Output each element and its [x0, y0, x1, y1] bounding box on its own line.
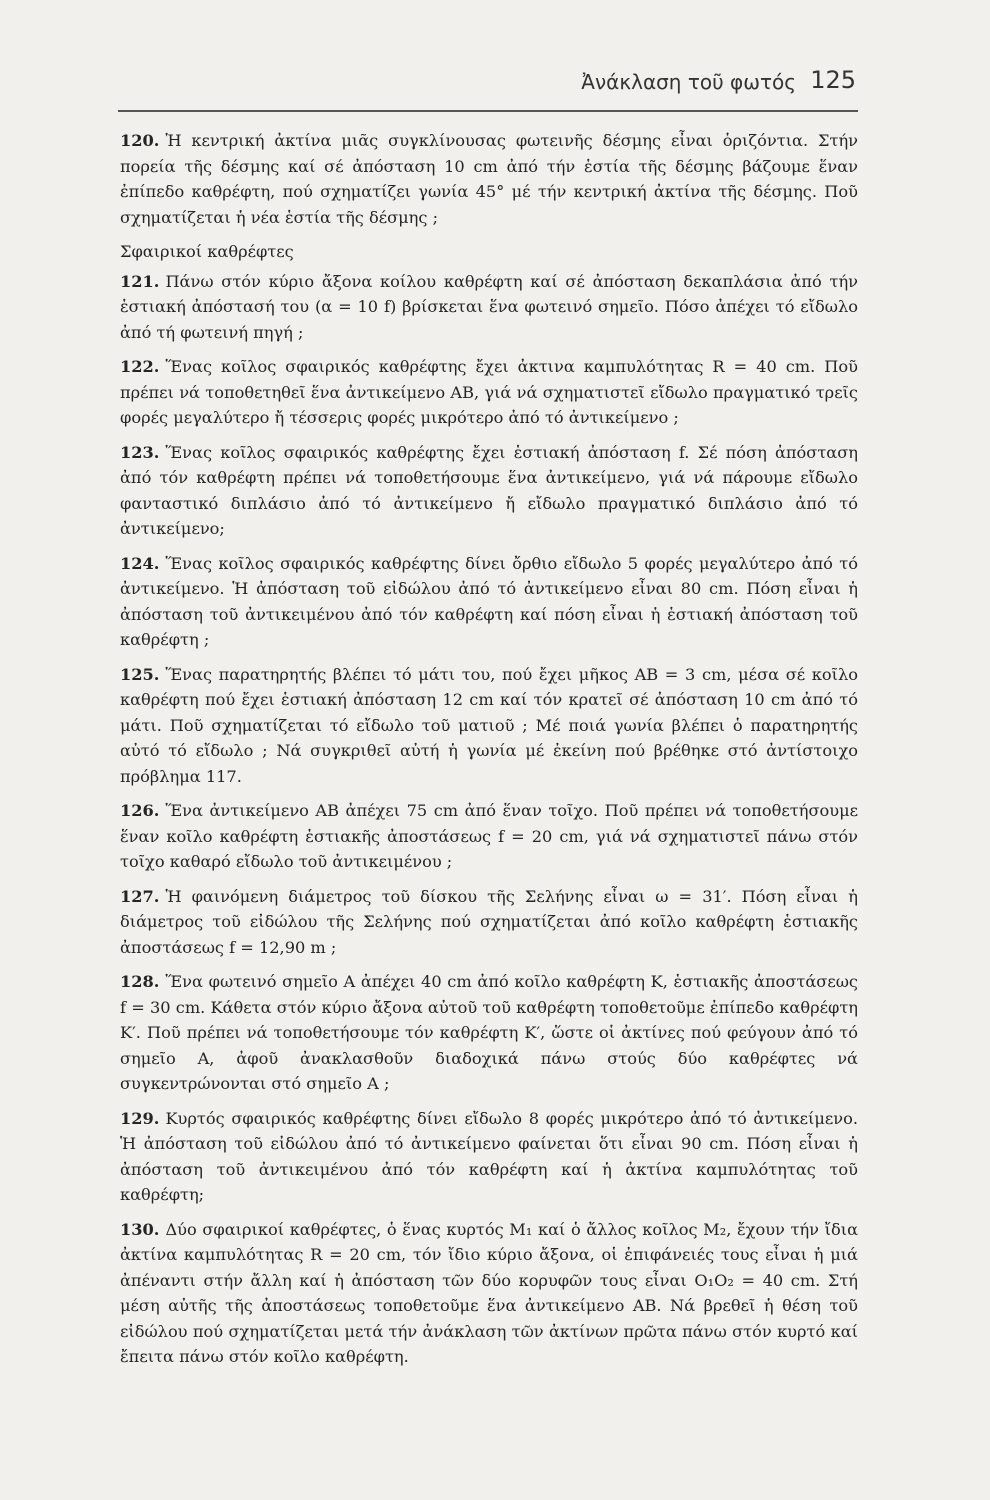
section-heading: Σφαιρικοί καθρέφτες — [120, 242, 294, 261]
chapter-title: Ἀνάκλαση τοῦ φωτός — [581, 70, 796, 94]
problem-text: Ἕνας κοῖλος σφαιρικός καθρέφτης ἔχει ἀκτινα καμπυλότητας R = 40 cm. Ποῦ πρέπει νά τοποθετηθεῖ ἕνα ἀντικείμενο ΑΒ, γιά νά σχηματιστεῖ εἴδωλο πραγματικό τρεῖς φορές μεγαλύτερο ἤ τέσσερις φορές μικρότερο ἀπό τό ἀντικείμενο ; — [120, 357, 858, 427]
problem-123 — [120, 440, 858, 542]
problem-text: Ἡ κεντρική ἀκτίνα μιᾶς συγκλίνουσας φωτεινῆς δέσμης εἶναι ὁριζόντια. Στήν πορεία τῆς δέσμης καί σέ ἀπόσταση 10 cm ἀπό τήν ἑστία τῆς δέσμης βάζουμε ἕναν ἐπίπεδο καθρέφτη, πού σχηματίζει γωνία 45° μέ τήν κεντρική ἀκτίνα τῆς δέσμης. Ποῦ σχηματίζεται ἡ νέα ἑστία τῆς δέσμης ; — [120, 131, 858, 227]
problem-128 — [120, 969, 858, 1097]
problem-number: 120. — [120, 131, 160, 150]
problem-number: 123. — [120, 442, 160, 462]
page-number: 125 — [810, 66, 856, 94]
problem-number: 122. — [120, 357, 160, 376]
problem-122 — [120, 354, 858, 431]
problem-number: 127. — [120, 886, 160, 906]
problem-124 — [120, 551, 858, 653]
problem-text: Ἡ φαινόμενη διάμετρος τοῦ δίσκου τῆς Σελήνης εἶναι ω = 31′. Πόση εἶναι ἡ διάμετρος τοῦ εἰδώλου τῆς Σελήνης πού σχηματίζεται ἀπό κοῖλο καθρέφτη ἑστιακῆς ἀποστάσεως f = 12,90 m ; — [120, 886, 858, 957]
problem-number: 128. — [120, 972, 160, 991]
problem-126 — [120, 798, 858, 875]
problem-number: 126. — [120, 801, 160, 820]
problem-text: Ἕνας κοῖλος σφαιρικός καθρέφτης ἔχει ἑστιακή ἀπόσταση f. Σέ πόση ἀπόσταση ἀπό τόν καθρέφτη πρέπει νά τοποθετήσουμε ἕνα ἀντικείμενο, γιά νά πάρουμε εἴδωλο φανταστικό διπλάσιο ἀπό τό ἀντικείμενο ἤ εἴδωλο πραγματικό διπλάσιο ἀπό τό ἀντικείμενο; — [120, 442, 858, 538]
problem-125 — [120, 662, 858, 790]
problem-number: 124. — [120, 553, 160, 573]
problem-127 — [120, 884, 858, 961]
problem-129 — [120, 1106, 858, 1208]
problem-text: Ἕνας κοῖλος σφαιρικός καθρέφτης δίνει ὄρθιο εἴδωλο 5 φορές μεγαλύτερο ἀπό τό ἀντικείμενο. Ἡ ἀπόσταση τοῦ εἰδώλου ἀπό τό ἀντικείμενο εἶναι 80 cm. Πόση εἶναι ἡ ἀπόσταση τοῦ ἀντικειμένου ἀπό τόν καθρέφτη καί πόση εἶναι ἡ ἑστιακή ἀπόσταση τοῦ καθρέφτη ; — [120, 553, 858, 649]
problem-130 — [120, 1217, 858, 1370]
problems-content — [120, 128, 858, 1379]
running-header — [120, 66, 856, 102]
problem-text: Ἕνα ἀντικείμενο ΑΒ ἀπέχει 75 cm ἀπό ἕναν τοῖχο. Ποῦ πρέπει νά τοποθετήσουμε ἕναν κοῖλο καθρέφτη ἑστιακῆς ἀποστάσεως f = 20 cm, γιά νά σχηματιστεῖ πάνω στόν τοῖχο καθαρό εἴδωλο τοῦ ἀντικειμένου ; — [120, 801, 858, 871]
problem-number: 121. — [120, 271, 160, 291]
problem-121 — [120, 269, 858, 346]
problem-text: Κυρτός σφαιρικός καθρέφτης δίνει εἴδωλο 8 φορές μικρότερο ἀπό τό ἀντικείμενο. Ἡ ἀπόσταση τοῦ εἰδώλου ἀπό τό ἀντικείμενο φαίνεται ὅτι εἶναι 90 cm. Πόση εἶναι ἡ ἀπόσταση τοῦ ἀντικειμένου ἀπό τόν καθρέφτη καί ἡ ἀκτίνα καμπυλότητας τοῦ καθρέφτη; — [120, 1108, 858, 1204]
problem-120 — [120, 128, 858, 230]
problem-text: Ἕνας παρατηρητής βλέπει τό μάτι του, πού ἔχει μῆκος ΑΒ = 3 cm, μέσα σέ κοῖλο καθρέφτη πού ἔχει ἑστιακή ἀπόσταση 12 cm καί τόν κρατεῖ σέ ἀπόσταση 10 cm ἀπό τό μάτι. Ποῦ σχηματίζεται τό εἴδωλο τοῦ ματιοῦ ; Μέ ποιά γωνία βλέπει ὁ παρατηρητής αὐτό τό εἴδωλο ; Νά συγκριθεῖ αὐτή ἡ γωνία μέ ἐκείνη πού βρέθηκε στό ἀντίστοιχο πρόβλημα 117. — [120, 664, 858, 786]
header-divider — [118, 110, 858, 112]
problem-number: 129. — [120, 1108, 160, 1128]
problem-number: 130. — [120, 1219, 160, 1239]
problem-number: 125. — [120, 664, 160, 684]
problem-text: Πάνω στόν κύριο ἄξονα κοίλου καθρέφτη καί σέ ἀπόσταση δεκαπλάσια ἀπό τήν ἑστιακή ἀπόστασή του (α = 10 f) βρίσκεται ἕνα φωτεινό σημεῖο. Πόσο ἀπέχει τό εἴδωλο ἀπό τή φωτεινή πηγή ; — [120, 271, 858, 342]
problem-text: Δύο σφαιρικοί καθρέφτες, ὁ ἕνας κυρτός Μ₁ καί ὁ ἄλλος κοῖλος Μ₂, ἔχουν τήν ἴδια ἀκτίνα καμπυλότητας R = 20 cm, τόν ἴδιο κύριο ἄξονα, οἱ ἐπιφάνειές τους εἶναι ἡ μιά ἀπέναντι στήν ἄλλη καί ἡ ἀπόσταση τῶν δύο κορυφῶν τους εἶναι Ο₁Ο₂ = 40 cm. Στή μέση αὐτῆς τῆς ἀποστάσεως τοποθετοῦμε ἕνα ἀντικείμενο ΑΒ. Νά βρεθεῖ ἡ θέση τοῦ εἰδώλου πού σχηματίζεται μετά τήν ἀνάκλαση τῶν ἀκτίνων πρῶτα πάνω στόν κυρτό καί ἔπειτα πάνω στόν κοῖλο καθρέφτη. — [120, 1219, 858, 1366]
problem-text: Ἕνα φωτεινό σημεῖο Α ἀπέχει 40 cm ἀπό κοῖλο καθρέφτη Κ, ἑστιακῆς ἀποστάσεως f = 30 cm. Κάθετα στόν κύριο ἄξονα αὐτοῦ τοῦ καθρέφτη τοποθετοῦμε ἐπίπεδο καθρέφτη Κ′. Ποῦ πρέπει νά τοποθετήσουμε τόν καθρέφτη Κ′, ὥστε οἱ ἀκτίνες πού φεύγουν ἀπό τό σημεῖο Α, ἀφοῦ ἀνακλασθοῦν διαδοχικά πάνω στούς δύο καθρέφτες νά συγκεντρώνονται στό σημεῖο Α ; — [120, 972, 858, 1093]
